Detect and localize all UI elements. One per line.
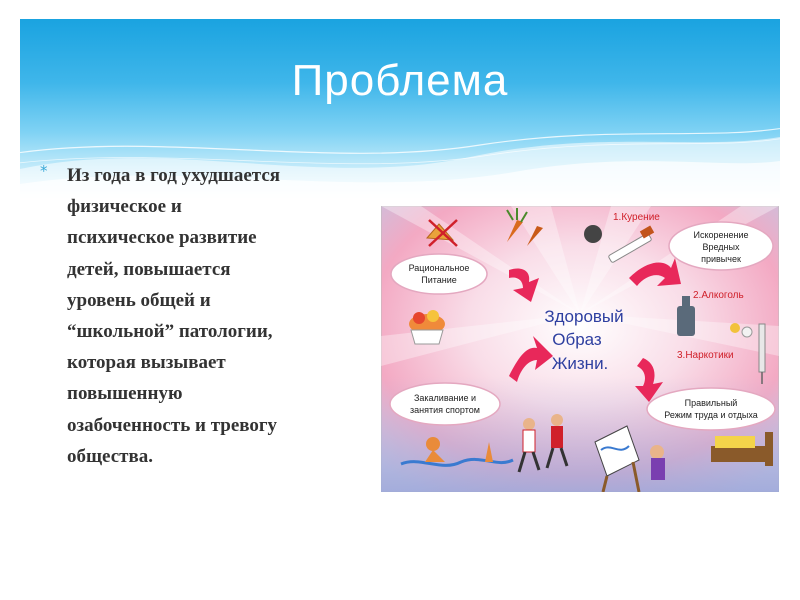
nutrition-label	[391, 254, 487, 294]
nutrition-line: Рациональное	[408, 263, 470, 273]
bullet-line: “школьной” патологии,	[67, 321, 273, 343]
healthy-lifestyle-diagram	[381, 206, 779, 492]
center-line: Жизни.	[551, 354, 609, 373]
regime-line: Правильный	[684, 398, 738, 408]
bullet-line: Из года в год ухудшается	[67, 165, 281, 186]
nutrition-line: Питание	[421, 275, 457, 285]
regime-label	[647, 388, 775, 430]
eradication-line: привычек	[701, 254, 741, 264]
bullet-line: повышенную	[67, 383, 183, 405]
bullet-marker: *	[40, 162, 48, 180]
bullet-line: физическое и	[67, 196, 182, 218]
sport-line: Закаливание и	[413, 393, 477, 403]
bullet-line: детей, повышается	[67, 258, 231, 280]
habit-drugs: 3.Наркотики	[677, 350, 734, 361]
center-line: Здоровый	[544, 307, 624, 326]
bullet-line: озабоченность и тревогу	[67, 414, 278, 436]
eradication-line: Искоренение	[693, 230, 749, 240]
bullet-line: психическое развитие	[67, 227, 257, 249]
bullet-item	[40, 160, 370, 472]
habit-smoking: 1.Курение	[613, 212, 660, 223]
eradication-label	[669, 222, 773, 270]
bullet-line: которая вызывает	[67, 352, 226, 374]
center-line: Образ	[552, 330, 602, 349]
bullet-line: уровень общей и	[67, 289, 211, 311]
slide-title: Проблема	[291, 56, 509, 105]
sport-line: занятия спортом	[410, 405, 480, 415]
habit-alcohol: 2.Алкоголь	[693, 290, 744, 301]
eradication-line: Вредных	[702, 242, 740, 252]
bullet-line: общества.	[67, 445, 153, 467]
regime-line: Режим труда и отдыха	[664, 410, 758, 420]
bullet-text	[67, 160, 370, 472]
sport-label	[390, 383, 500, 425]
